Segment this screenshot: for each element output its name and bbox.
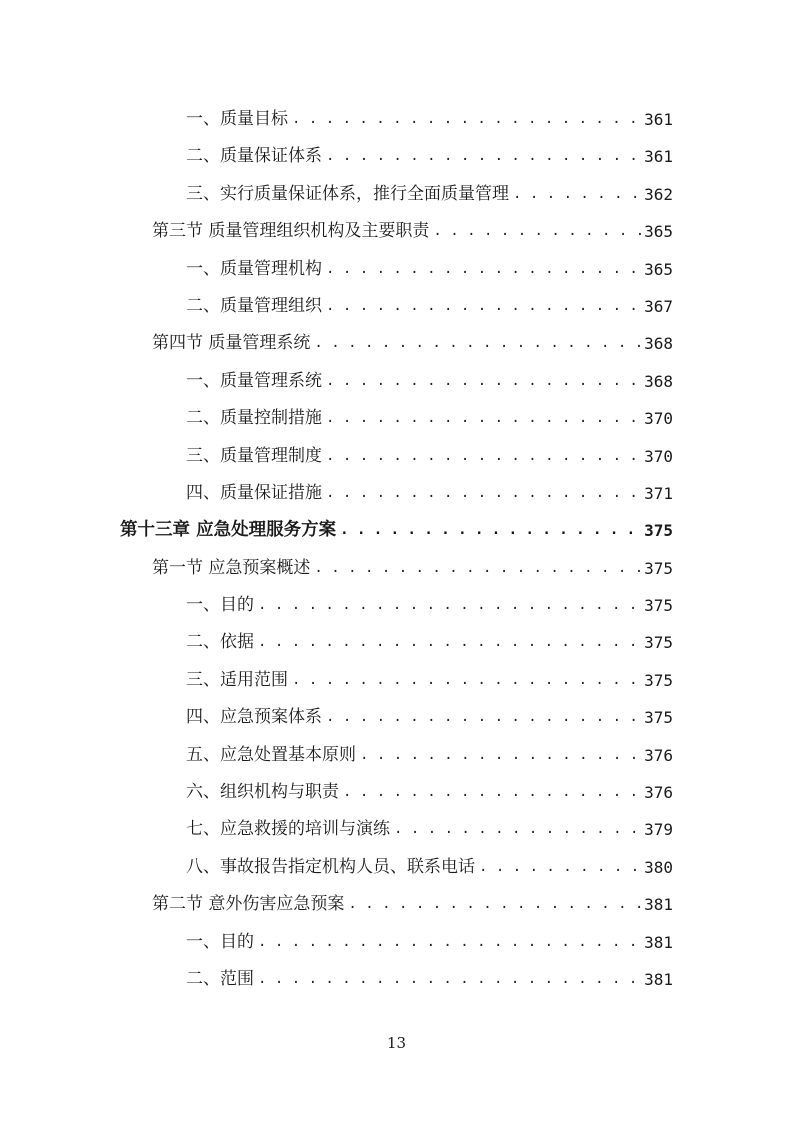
toc-entry-page: 370: [644, 409, 673, 429]
toc-entry-title: 二、质量控制措施: [186, 408, 322, 429]
toc-entry-title: 二、质量管理组织: [186, 295, 322, 316]
toc-leader-dots: [310, 550, 641, 587]
toc-entry-subchapter[interactable]: [0, 550, 793, 587]
toc-entry-title: 第二节 意外伤害应急预案: [152, 894, 345, 915]
toc-leader-dots: [322, 475, 641, 512]
toc-entry-title: 二、质量保证体系: [186, 146, 322, 167]
toc-entry-section[interactable]: [0, 251, 793, 288]
toc-entry-title: 二、范围: [186, 968, 254, 989]
toc-leader-dots: [322, 400, 641, 437]
toc-leader-dots: [288, 101, 641, 138]
toc-entry-section[interactable]: [0, 288, 793, 325]
toc-entry-section[interactable]: [0, 587, 793, 624]
toc-entry-title: 一、质量目标: [186, 109, 288, 129]
toc-entry-page: 375: [644, 670, 673, 690]
toc-entry-title: 三、适用范围: [186, 669, 288, 690]
toc-entry-title: 一、目的: [186, 931, 254, 952]
toc-entry-page: 381: [644, 895, 673, 915]
toc-entry-page: 361: [644, 110, 673, 129]
toc-entry-page: 371: [644, 483, 673, 503]
toc-leader-dots: [322, 699, 641, 736]
toc-entry-title: 一、质量管理系统: [186, 370, 322, 391]
toc-entry-title: 第三节 质量管理组织机构及主要职责: [152, 221, 430, 242]
toc-entry-subchapter[interactable]: [0, 213, 793, 250]
toc-leader-dots: [310, 325, 641, 362]
toc-leader-dots: [254, 961, 641, 998]
toc-entry-section[interactable]: [0, 811, 793, 848]
toc-entry-page: 375: [644, 558, 673, 578]
toc-leader-dots: [322, 251, 641, 288]
toc-entry-section[interactable]: [0, 176, 793, 213]
toc-entry-page: 375: [644, 521, 673, 541]
toc-entry-page: 368: [644, 371, 673, 391]
toc-leader-dots: [509, 176, 641, 213]
toc-entry-subchapter[interactable]: [0, 886, 793, 923]
toc-entry-page: 381: [644, 969, 673, 989]
toc-entry-page: 375: [644, 633, 673, 653]
toc-entry-page: 376: [644, 745, 673, 765]
toc-entry-subchapter[interactable]: [0, 325, 793, 362]
toc-entry-title: 六、组织机构与职责: [186, 782, 339, 803]
toc-entry-title: 四、质量保证措施: [186, 482, 322, 503]
toc-entry-section[interactable]: [0, 849, 793, 886]
toc-leader-dots: [475, 849, 641, 886]
toc-entry-title: 七、应急救援的培训与演练: [186, 819, 390, 840]
toc-entry-title: 四、应急预案体系: [186, 707, 322, 728]
toc-leader-dots: [322, 438, 641, 475]
table-of-contents: [0, 101, 793, 998]
toc-leader-dots: [322, 363, 641, 400]
toc-entry-section[interactable]: [0, 699, 793, 736]
toc-entry-chapter[interactable]: [0, 512, 793, 549]
toc-leader-dots: [322, 288, 641, 325]
toc-leader-dots: [254, 587, 641, 624]
toc-entry-section[interactable]: [0, 924, 793, 961]
toc-entry-title: 八、事故报告指定机构人员、联系电话: [186, 856, 475, 877]
toc-entry-page: 375: [644, 708, 673, 728]
toc-entry-title: 三、质量管理制度: [186, 445, 322, 466]
toc-leader-dots: [339, 774, 641, 811]
toc-entry-page: 362: [644, 184, 673, 204]
toc-entry-page: 375: [644, 596, 673, 616]
toc-entry-page: 370: [644, 446, 673, 466]
toc-leader-dots: [356, 737, 641, 774]
toc-entry-section[interactable]: [0, 624, 793, 661]
toc-entry-section[interactable]: [0, 961, 793, 998]
toc-entry-page: 380: [644, 857, 673, 877]
toc-entry-page: 368: [644, 334, 673, 354]
toc-entry-section[interactable]: [0, 475, 793, 512]
toc-leader-dots: [254, 924, 641, 961]
toc-entry-title: 二、依据: [186, 632, 254, 653]
toc-entry-section[interactable]: [0, 101, 793, 138]
toc-entry-title: 三、实行质量保证体系，推行全面质量管理: [186, 183, 509, 204]
toc-entry-page: 379: [644, 820, 673, 840]
toc-entry-page: 365: [644, 259, 673, 279]
toc-leader-dots: [429, 213, 641, 250]
toc-entry-title: 第四节 质量管理系统: [152, 333, 311, 354]
toc-leader-dots: [254, 624, 641, 661]
toc-entry-page: 365: [644, 222, 673, 242]
toc-entry-page: 361: [644, 147, 673, 167]
toc-entry-page: 367: [644, 296, 673, 316]
toc-leader-dots: [344, 886, 641, 923]
toc-entry-title: 第一节 应急预案概述: [152, 557, 311, 578]
page-number: 13: [386, 1034, 407, 1052]
toc-entry-title: 一、目的: [186, 595, 254, 616]
toc-entry-section[interactable]: [0, 400, 793, 437]
toc-leader-dots: [390, 811, 641, 848]
toc-entry-title: 五、应急处置基本原则: [186, 744, 356, 765]
toc-entry-page: 381: [644, 932, 673, 952]
toc-leader-dots: [288, 662, 641, 699]
toc-entry-section[interactable]: [0, 438, 793, 475]
toc-entry-section[interactable]: [0, 774, 793, 811]
toc-entry-section[interactable]: [0, 737, 793, 774]
toc-leader-dots: [336, 512, 641, 549]
toc-entry-section[interactable]: [0, 363, 793, 400]
toc-leader-dots: [322, 138, 641, 175]
toc-entry-section[interactable]: [0, 662, 793, 699]
toc-entry-title: 第十三章 应急处理服务方案: [120, 520, 337, 541]
toc-entry-page: 376: [644, 783, 673, 803]
toc-entry-section[interactable]: [0, 138, 793, 175]
toc-entry-title: 一、质量管理机构: [186, 258, 322, 279]
